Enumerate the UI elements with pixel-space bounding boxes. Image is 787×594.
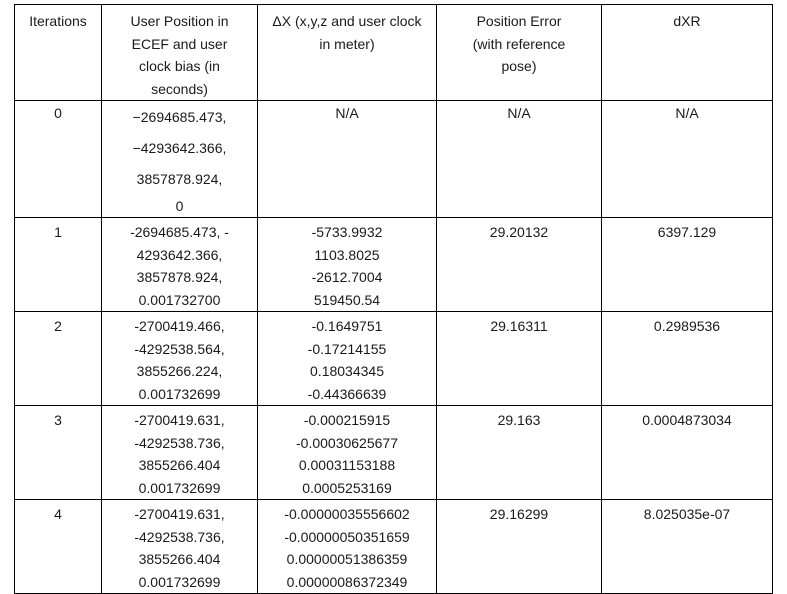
cell-line: −2694685.473, <box>132 109 227 125</box>
cell-line: -5733.9932 <box>311 224 383 240</box>
cell-line: 1103.8025 <box>314 246 380 263</box>
header-line: ΔX (x,y,z and user clock <box>272 13 422 29</box>
cell-line: 4293642.366, <box>136 246 223 263</box>
iterations-table <box>14 4 773 594</box>
cell-delta-x <box>258 500 437 594</box>
cell-line: -2612.7004 <box>311 269 383 285</box>
table-row <box>15 218 773 312</box>
cell-iteration: 2 <box>15 312 102 406</box>
cell-line: -2694685.473, - <box>130 224 229 240</box>
cell-line: −4293642.366, <box>132 140 227 156</box>
header-user-position <box>102 5 258 101</box>
cell-line: 0.00000051386359 <box>286 551 408 567</box>
header-line: clock bias (in <box>139 58 220 74</box>
table-row <box>15 500 773 594</box>
cell-user-position <box>102 218 258 312</box>
cell-user-position <box>102 312 258 406</box>
header-line: Position Error <box>476 13 562 29</box>
cell-user-position <box>102 500 258 594</box>
cell-dxr: 0.2989536 <box>602 312 773 406</box>
table-row <box>15 312 773 406</box>
cell-line: 3855266.224, <box>136 363 223 379</box>
header-line: dXR <box>673 13 701 29</box>
cell-line: 0.001732699 <box>138 573 221 590</box>
header-dxr <box>602 5 773 101</box>
cell-dxr: 6397.129 <box>602 218 773 312</box>
cell-position-error: 29.16299 <box>437 500 602 594</box>
cell-line: N/A <box>335 105 359 121</box>
cell-position-error: N/A <box>437 101 602 218</box>
header-line: Iterations <box>29 13 87 29</box>
cell-user-position <box>102 101 258 218</box>
header-position-error <box>437 5 602 101</box>
cell-line: 3855266.404 <box>138 551 221 567</box>
cell-line: -0.00000035556602 <box>284 506 410 522</box>
cell-line: 0.00000086372349 <box>286 573 408 590</box>
cell-line: 0.18034345 <box>310 363 384 379</box>
cell-iteration: 1 <box>15 218 102 312</box>
header-delta-x <box>258 5 437 101</box>
cell-line: -2700419.466, <box>134 318 225 334</box>
cell-iteration: 4 <box>15 500 102 594</box>
cell-line: 0.0005253169 <box>302 479 392 496</box>
cell-position-error: 29.163 <box>437 406 602 500</box>
cell-line: -2700419.631, <box>134 412 225 428</box>
table-body <box>15 101 773 594</box>
header-line: (with reference <box>472 35 566 52</box>
header-line: pose) <box>501 58 537 74</box>
header-row <box>15 5 773 101</box>
cell-line: 0 <box>175 198 184 214</box>
cell-dxr: 0.0004873034 <box>602 406 773 500</box>
cell-delta-x <box>258 218 437 312</box>
cell-delta-x <box>258 406 437 500</box>
cell-position-error: 29.16311 <box>437 312 602 406</box>
table-row <box>15 101 773 218</box>
header-line: User Position in <box>130 13 229 29</box>
header-line: seconds) <box>151 80 208 97</box>
cell-delta-x <box>258 312 437 406</box>
cell-delta-x <box>258 101 437 218</box>
header-line: ECEF and user <box>131 35 228 52</box>
cell-line: 0.001732699 <box>138 479 221 496</box>
table-header <box>15 5 773 101</box>
cell-line: 0.001732700 <box>138 291 221 308</box>
cell-line: -0.00000050351659 <box>284 528 410 545</box>
cell-line: -4292538.736, <box>134 434 225 451</box>
header-iterations <box>15 5 102 101</box>
table-row <box>15 406 773 500</box>
cell-line: 0.001732699 <box>138 385 221 402</box>
cell-line: -4292538.564, <box>134 340 225 357</box>
cell-iteration: 0 <box>15 101 102 218</box>
cell-line: 3855266.404 <box>138 457 221 473</box>
cell-line: 0.00031153188 <box>298 457 396 473</box>
cell-line: 519450.54 <box>313 291 381 308</box>
cell-line: -0.000215915 <box>303 412 391 428</box>
header-line: in meter) <box>319 35 375 52</box>
cell-iteration: 3 <box>15 406 102 500</box>
cell-line: 3857878.924, <box>136 171 223 187</box>
cell-line: -0.44366639 <box>307 385 387 402</box>
cell-dxr: 8.025035e-07 <box>602 500 773 594</box>
cell-line: -0.17214155 <box>307 340 387 357</box>
cell-line: -0.1649751 <box>311 318 383 334</box>
table-container <box>14 4 773 594</box>
cell-line: -4292538.736, <box>134 528 225 545</box>
cell-line: -0.00030625677 <box>296 434 398 451</box>
cell-dxr: N/A <box>602 101 773 218</box>
cell-user-position <box>102 406 258 500</box>
cell-line: -2700419.631, <box>134 506 225 522</box>
cell-position-error: 29.20132 <box>437 218 602 312</box>
cell-line: 3857878.924, <box>136 269 223 285</box>
